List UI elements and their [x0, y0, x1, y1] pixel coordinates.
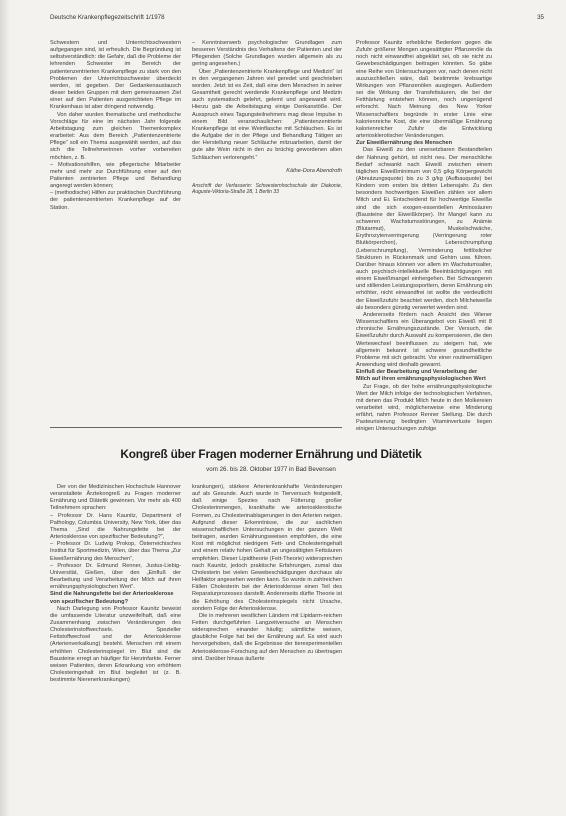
running-header	[50, 14, 544, 26]
right-column	[356, 40, 492, 434]
author-signature: Käthe-Dora Abendroth	[286, 167, 342, 174]
article-dateline: vom 26. bis 28. Oktober 1977 in Bad Bevensen	[206, 466, 336, 473]
paragraph: – (methodische) Hilfen zur praktischen Durchführung der patientenzentrierten Krankenpflege auf der Station.	[50, 190, 181, 211]
top-column-2	[192, 40, 342, 195]
paragraph: Von daher wurden thematische und methodische Vorschläge für eine im nächsten Jahr folgende Arbeitstagung zum gleichen Themenkomplex erarbeitet: Aus dem Bereich „Patientenzentrierte Pflege“ soll ein Thema ausgewählt werden, auf das sich die Teilnehmerinnen vorher vorbereiten möchten, z. B.	[50, 111, 181, 161]
section-heading: Einfluß der Bearbeitung und Verarbeitung der Milch auf ihren ernährungsphysiologischen Wert	[356, 369, 486, 383]
paragraph: Über „Patientenzentrierte Krankenpflege und Medizin“ ist in den vergangenen Jahren viel geredet und geschrieben worden. Jetzt ist es Zeit, daß eine dem Menschen in seiner Gesamtheit gerecht werdende Krankenpflege und Medizin auch systematisch gelehrt, gelernt und angewandt wird. Hierzu gab die Arbeitstagung einige Denkanstöße. Der Ausspruch eines Tagungsteilnehmers mag diese Impulse in einem Bild veranschaulichen: „Patientenzentrierte Krankenpflege ist eine Weinflasche mit Schläuchen. Es ist die Aufgabe der in der Pflege und Behandlung Tätigen an der Herstellung neuer Schläuche mitzuarbeiten, damit der gute alte Wein nicht in den zu brüchig gewordenen alten Schläuchen verlorengeht.“	[192, 68, 342, 161]
paragraph: Zur Frage, ob der hohe ernährungsphysiologische Wert der Milch infolge der technologischen Verfahren, mit denen das Produkt Milch heute in den Molkereien verarbeitet wird, möglicherweise eine Minderung erfährt, nahm Professor Renner Stellung. Die durch Pasteurisierung bedingten Vitaminverluste liegen einigen Untersuchungen zufolge	[356, 383, 492, 433]
section-heading: Sind die Nahrungsfette bei der Arteriosklerose von spezifischer Bedeutung?	[50, 591, 174, 605]
scan-edge	[0, 0, 10, 816]
journal-title: Deutsche Krankenpflegezeitschrift 1/1978	[50, 14, 165, 21]
article-column-2	[192, 484, 342, 663]
paragraph: Das Eiweiß zu den unersetzbaren Bestandteilen der Nahrung gehört, ist nicht neu. Der menschliche Bedarf schwankt nach Eiweiß zwischen einem täglichen Eiweißminimum von 0,5 g/kg Körpergewicht (Abnutzungsquote) bis zu 3 g/kg (Aufbauquote) bei Kindern vom ersten bis dritten Lebensjahr. Zu den besonders hochwertigen Eiweißen zählen vor allem Milch und Ei. Entscheidend für hochwertige Eiweiße sind die sich exogen-essentiellen Aminosäuren (Bausteine der Eiweißkörper). Ihr Mangel kann zu schweren Wachstumsstörungen, zu Anämie (Blutarmut), Muskelschwäche, Erythrozytenverringerung (Verringerung roter Blutkörperchen), Leberschrumpfung (Leberschrumpfung), Verminderung fettlöslicher Strukturen in Rückenmark und Gehirn usw. führen. Darüber hinaus können vor allem im Wachstumsalter, auch psychisch-intellektuelle Beeinträchtigungen mit einem Eiweißmangel einhergehen. Bei Schwangeren und stillenden Leistungssportlern, deren Ernährung ein erhöhter, nicht einwandfrei ist wollte die verdeutlicht der Eiweißzufuhr beachtet werden, doch Milcheiweiße als besonders günstig verwertet werden sind.	[356, 147, 492, 311]
paragraph: Die in mehreren westlichen Ländern mit Lipidarm-reichen Fetten durchgeführten Langzeitversuche an Menschen widersprechen einander häufig; sämtliche weisen, glaubliche Folge hat bei der Ernährung auf. Es wird auch hervorgehoben, daß die Ergebnisse der tierexperimentellen Arteriosklerose-Forschung auf den Menschen zu übertragen sind. Darüber hinaus äußerte	[192, 612, 342, 662]
paragraph: – Professor Dr. Edmund Renner, Justus-Liebig-Universität, Gießen, über den „Einfluß der Bearbeitung und Verarbeitung der Milch auf ihren ernährungsphysiologischen Wert“.	[50, 562, 181, 591]
section-divider	[50, 427, 342, 428]
author-address: Anschrift der Verfasserin: Schwesternhochschule der Diakonie, Auguste-Viktoria-Straße 28, 1 Berlin 33	[192, 182, 342, 196]
section-heading: Zur Eiweißernährung des Menschen	[356, 140, 453, 147]
paragraph: Andererseits fördern nach Ansicht des Wiener Wissenschaftlers ein Überangebot von Eiweiß mit 8 chronische Ernährungszustände. Der Versuch, die Eiweißzufuhr durch Auswahl zu kompensieren, die den Wertewechsel beeinflussen zu steigern hat, wie allgemein bekannt ist schwere gesundheitliche Probleme mit sich gebracht. Vor einer routinemäßigen Anwendung wird deshalb gewarnt.	[356, 311, 492, 369]
paragraph: Schwestern und Unterrichtsschwestern aufgegangen sind, ist erfreulich. Die Begründung ist selbstverständlich: die Gefahr, daß die Probleme der lehrenden Schwester im Bereich der patientenzentrierten Krankenpflege zu stark von den Problemen der Unterrichtsschwester überdeckt werden, ist gegeben. Der Gedankenaustausch dieser beiden Gruppen mit dem gemeinsamen Ziel einer auf den Patienten ausgerichteten Pflege im Krankenhaus ist aber dringend notwendig.	[50, 40, 181, 111]
paragraph: Professor Kaunitz erhebliche Bedenken gegen die Zufuhr größerer Mengen ungesättigter Pflanzenöle da noch nicht einwandfrei abgeklärt sei, ob sie nicht zu Gewebeschädigungen beitragen könnten. So gäbe eine Reihe von Untersuchungen vor, nach denen nicht auszuschließen wäre, daß bestimmte krebsartige Wirkungen von Pflanzenölen ausgingen. Außerdem sei die Wirkung der Transfettsäuren, die bei der Fetthärtung entstehen können, noch ungenügend erforscht. Nach Meinung des New Yorker Wissenschaftlers begründe in erster Linie eine kalorienreiche Kost, die eine übermäßige Ernährung kalorienreicher Zufuhr die Entwicklung arteriosklerotischer Veränderungen.	[356, 40, 492, 140]
paragraph: Nach Darlegung von Professor Kaunitz beweist die umfassende Literatur unzweifelhaft, daß eine Zusammenhang zwischen Veränderungen des Cholesterinstoffwechsels. Spezieller Fettstoffwechsel und der Arteriosklerose (Arterienverkalkung) besteht. Menschen mit einem erhöhten Cholesterinspiegel im Blut sind die Bausteine erregt an häufiger für Herzinfarkte. Ferner weisen Patienten, deren Erkrankung von erhöhtem Cholesteringehalt im Blut begleitet ist (z. B. bestimmte Nierenerkrankungen)	[50, 605, 181, 684]
article-headline: Kongreß über Fragen moderner Ernährung und Diätetik	[120, 447, 422, 461]
article-column-1	[50, 484, 181, 684]
paragraph: Der von der Medizinischen Hochschule Hannover veranstaltete Ärztekongreß zu Fragen moderner Ernährung und Diätetik gewinnen. Vor mehr als 400 Teilnehmern sprachen:	[50, 484, 181, 512]
paragraph: – Professor Dr. Hans Kaunitz, Department of Pathology, Columbia University, New York, über das Thema „Sind die Nahrungsfette bei der Arteriosklerose von spezifischer Bedeutung?“,	[50, 512, 181, 541]
page-number: 35	[537, 14, 544, 21]
paragraph: – Professor Dr. Ludwig Prokop, Österreichisches Institut für Sportmedizin, Wien, über das Thema „Zur Eiweißernährung des Menschen“,	[50, 541, 181, 562]
paragraph: – Kenntniserwerb psychologischer Grundlagen zum besseren Verständnis des Verhaltens der Patienten und der Pflegenden (Solche Grundlagen wurden allgemein als zu gering angesehen.)	[192, 40, 342, 68]
paragraph: krankungen), stärkere Arterienkrankhafte Veränderungen auf als Gesunde. Auch wurde in Tierversuch festgestellt, daß einige Spezies nach Fütterung großer Cholesterinmengen, krankhafte wie arteriosklerotische Formen, zu Cholesterinablagerungen in den Arterien neigen. Aufgrund dieser Erkenntnisse, die zur sachlichen wissenschaftlichen Untersuchungen in der ganzen Welt beitragen, wurden Ernährungsweisen empfohlen, die eine Kost mit möglichst niedrigem Fett- und Cholesteringehalt und einem relativ hohen Gehalt an ungesättigten Fettsäuren empfehlen. Dieser Lipidtheorie (Fett-Theorie) widersprechen nach Kaunitz, jedoch praktische Erfahrungen, zumal das Cholesterin bei vielen Gewebeschädigungen durchaus als Heilfaktor angesehen werden kann. So wurde in zahlreichen Fällen Cholesterin bei der Arteriosklerose einen Teil des Reparaturprozesses darstellt. Andererseits dürfte Theorie ist die Erhöhung des Cholesterinspiegels nicht Ursache, sondern Folge der Arteriosklerose.	[192, 484, 342, 612]
paragraph: – Motivationshilfen, wie pflegerische Mitarbeiter mehr und mehr zur Durchführung einer auf den Patienten zentrierten Pflege und Behandlung angeregt werden können;	[50, 161, 181, 190]
top-column-1	[50, 40, 181, 212]
